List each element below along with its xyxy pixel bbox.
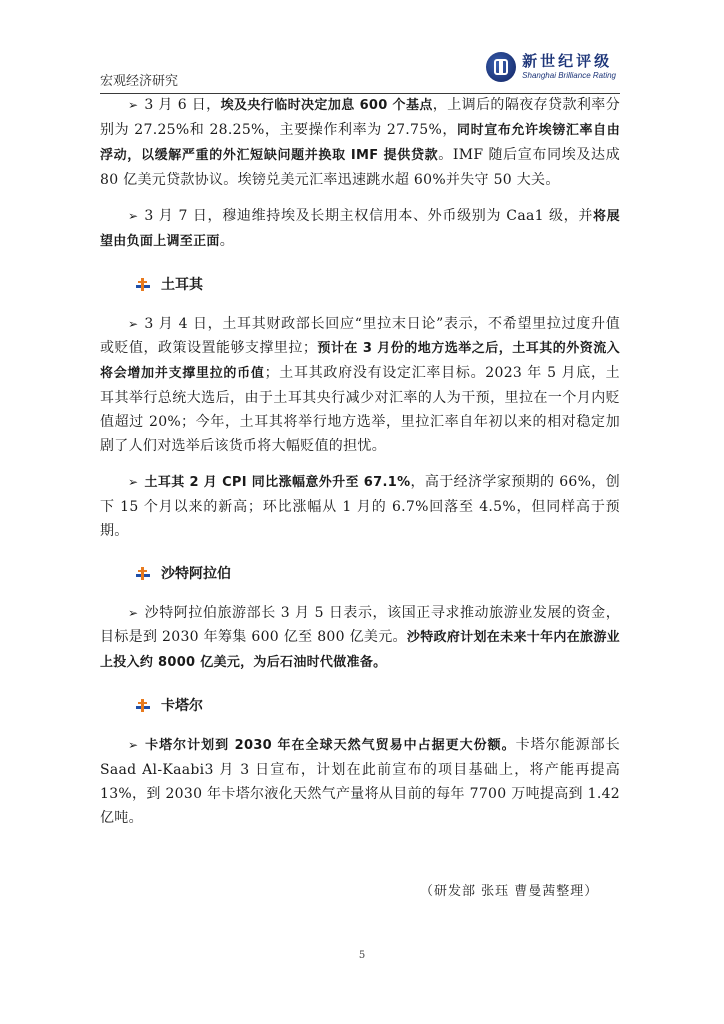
section-heading [100,274,620,294]
body-text: 。 [219,233,235,249]
section-marker-icon [135,276,151,292]
arrow-bullet-icon: ➢ [128,738,139,752]
bullet-paragraph [100,93,620,192]
header-title: 宏观经济研究 [100,74,179,89]
body-text: 。IMF 随后宣布同埃及达成 80 亿美元贷款协议。埃镑兑美元汇率迅速跳水超 60%并失守 50 大关。 [100,147,620,188]
arrow-bullet-icon: ➢ [128,209,139,223]
emphasis-text: 预计在 3 月份的地方选举之后，土耳其的外资流入将会增加并支撑里拉的币值 [100,341,620,381]
body-text: 3 月 6 日， [144,97,221,113]
emphasis-text: 将展望由负面上调至正面 [100,209,620,249]
body-text: 沙特阿拉伯旅游部长 3 月 5 日表示，该国正寻求推动旅游业发展的资金，目标是到 2030 年筹集 600 亿至 800 亿美元。 [100,605,620,645]
arrow-bullet-icon: ➢ [128,98,139,112]
section-heading [100,563,620,583]
emphasis-text: 埃及央行临时决定加息 600 个基点 [220,98,433,113]
section-marker-icon [135,565,151,581]
arrow-bullet-icon: ➢ [128,606,139,620]
body-text: ，上调后的隔夜存贷款利率分别为 27.25%和 28.25%，主要操作利率为 27.75%， [100,97,620,138]
bullet-paragraph [100,470,620,543]
bullet-paragraph [100,204,620,254]
body-text: 卡塔尔能源部长 Saad Al-Kaabi3 月 3 日宣布，计划在此前宣布的项目基础上，将产能再提高 13%，到 2030 年卡塔尔液化天然气产量将从目前的每年 7700 万吨提高到 1.42 亿吨。 [100,737,620,826]
emphasis-text: 同时宣布允许埃镑汇率自由浮动，以缓解严重的外汇短缺问题并换取 IMF 提供贷款 [100,123,620,163]
logo-text [522,54,616,80]
bullet-paragraph [100,733,620,830]
document-body [100,93,620,830]
page-number: 5 [358,950,366,961]
bullet-paragraph [100,601,620,675]
arrow-bullet-icon: ➢ [128,475,139,489]
body-text: 3 月 4 日，土耳其财政部长回应“里拉末日论”表示，不希望里拉过度升值或贬值，政策设置能够支撑里拉； [100,316,620,356]
section-heading [100,695,620,715]
emphasis-text: 沙特政府计划在未来十年内在旅游业上投入约 8000 亿美元，为后石油时代做准备。 [100,630,620,670]
body-text: ；土耳其政府没有设定汇率目标。2023 年 5 月底，土耳其举行总统大选后，由于土耳其央行减少对汇率的人为干预，里拉在一个月内贬值超过 20%；今年，土耳其将举行地方选举，里拉汇率自年初以来的相对稳定加剧了人们对选举后该货币将大幅贬值的担忧。 [100,365,620,454]
page-header [100,45,620,94]
logo-name-cn: 新世纪评级 [522,52,613,70]
body-text: ，高于经济学家预期的 66%，创下 15 个月以来的新高；环比涨幅从 1 月的 6.7%回落至 4.5%，但同样高于预期。 [100,474,620,539]
emphasis-text: 土耳其 2 月 CPI 同比涨幅意外升至 67.1% [144,475,411,490]
logo-name-en: Shanghai Brilliance Rating [522,71,616,80]
emphasis-text: 卡塔尔计划到 2030 年在全球天然气贸易中占据更大份额。 [144,738,516,753]
author-signature: （研发部 张珏 曹曼茜整理） [420,884,599,899]
bullet-paragraph [100,312,620,458]
section-title: 土耳其 [161,277,203,293]
brilliance-logo-icon [486,52,516,82]
body-text: 3 月 7 日，穆迪维持埃及长期主权信用本、外币级别为 Caa1 级，并 [144,208,593,224]
section-title: 沙特阿拉伯 [161,566,231,582]
section-title: 卡塔尔 [161,698,203,714]
arrow-bullet-icon: ➢ [128,317,139,331]
company-logo [486,49,616,85]
section-marker-icon [135,697,151,713]
